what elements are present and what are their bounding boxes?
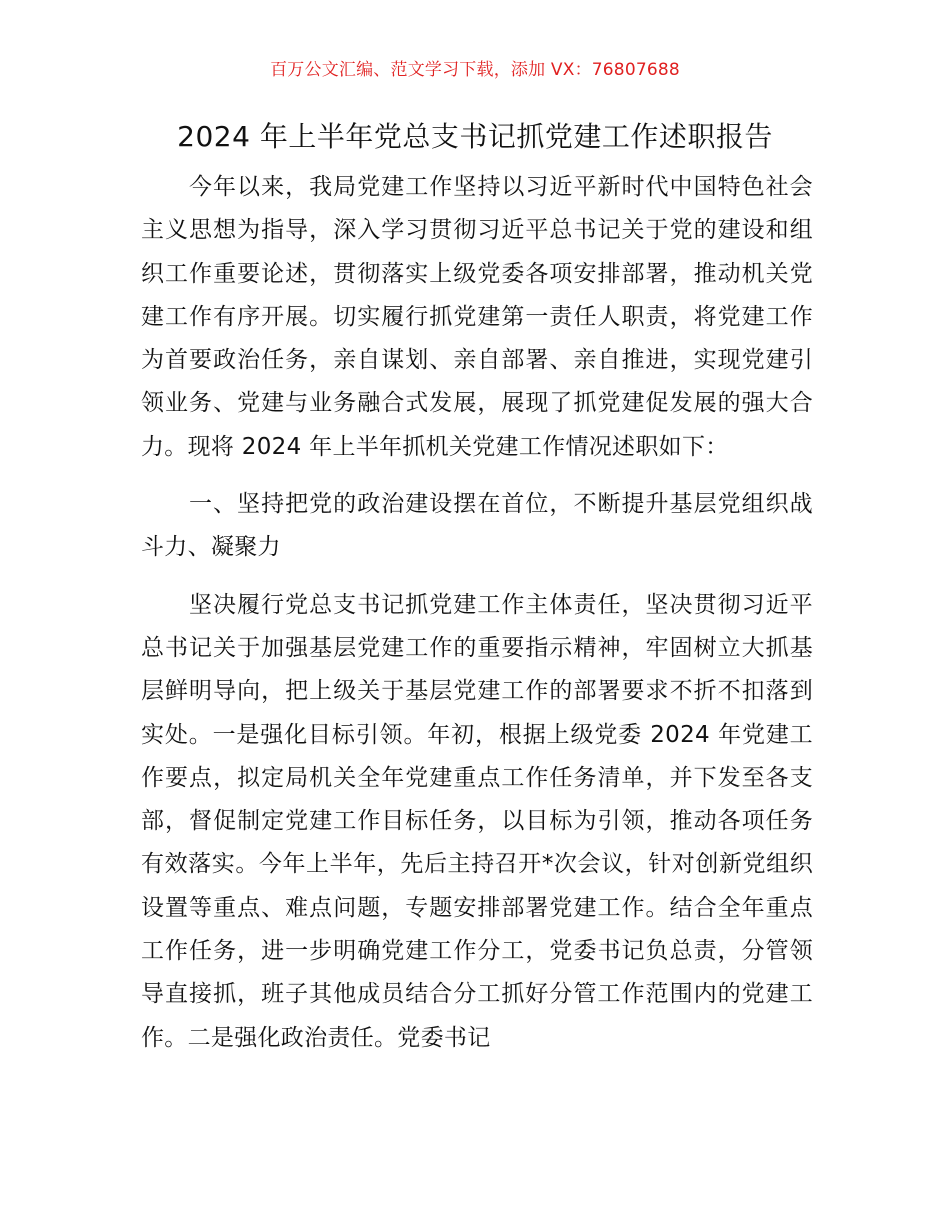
section-heading-1: 一、坚持把党的政治建设摆在首位，不断提升基层党组织战斗力、凝聚力 — [141, 491, 813, 561]
document-body — [141, 166, 813, 1060]
document-title: 2024 年上半年党总支书记抓党建工作述职报告 — [177, 120, 773, 153]
section-1-paragraph: 坚决履行党总支书记抓党建工作主体责任，坚决贯彻习近平总书记关于加强基层党建工作的重要指示精神，牢固树立大抓基层鲜明导向，把上级关于基层党建工作的部署要求不折不扣落到实处。一是强化目标引领。年初，根据上级党委 2024 年党建工作要点，拟定局机关全年党建重点工作任务清单，并下发至各支部，督促制定党建工作目标任务，以目标为引领，推动各项任务有效落实。今年上半年，先后主持召开*次会议，针对创新党组织设置等重点、难点问题，专题安排部署党建工作。结合全年重点工作任务，进一步明确党建工作分工，党委书记负总责，分管领导直接抓，班子其他成员结合分工抓好分管工作范围内的党建工作。二是强化政治责任。党委书记 — [141, 591, 813, 1051]
intro-paragraph: 今年以来，我局党建工作坚持以习近平新时代中国特色社会主义思想为指导，深入学习贯彻习近平总书记关于党的建设和组织工作重要论述，贯彻落实上级党委各项安排部署，推动机关党建工作有序开展。切实履行抓党建第一责任人职责，将党建工作为首要政治任务，亲自谋划、亲自部署、亲自推进，实现党建引领业务、党建与业务融合式发展，展现了抓党建促发展的强大合力。现将 2024 年上半年抓机关党建工作情况述职如下： — [141, 174, 813, 460]
watermark-banner: 百万公文汇编、范文学习下载，添加 VX：76807688 — [270, 60, 680, 80]
